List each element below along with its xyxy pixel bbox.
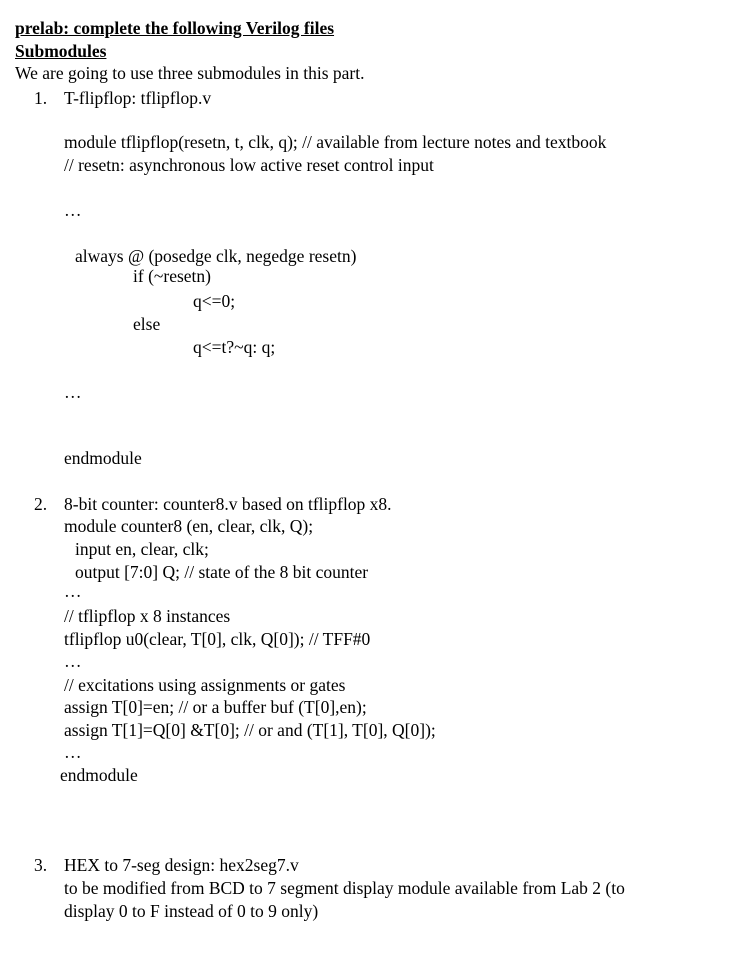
item-2-title: 8-bit counter: counter8.v based on tflipflop x8. xyxy=(64,494,392,514)
item-3-title: HEX to 7-seg design: hex2seg7.v xyxy=(64,855,299,875)
item-3-description: to be modified from BCD to 7 segment display module available from Lab 2 (to xyxy=(64,878,625,898)
code-line: q<=t?~q: q; xyxy=(193,337,276,357)
code-line: // excitations using assignments or gates xyxy=(64,675,346,695)
code-line: q<=0; xyxy=(193,291,236,311)
code-ellipsis: … xyxy=(64,742,82,762)
code-ellipsis: … xyxy=(64,200,82,220)
code-line: // tflipflop x 8 instances xyxy=(64,606,231,626)
code-ellipsis: … xyxy=(64,651,82,671)
item-3-description: display 0 to F instead of 0 to 9 only) xyxy=(64,901,319,921)
list-number-2: 2. xyxy=(34,494,48,514)
code-ellipsis: … xyxy=(64,382,82,402)
code-line: input en, clear, clk; xyxy=(75,539,209,559)
code-line: output [7:0] Q; // state of the 8 bit counter xyxy=(75,562,369,582)
code-ellipsis: … xyxy=(64,581,82,601)
code-line: // resetn: asynchronous low active reset control input xyxy=(64,155,434,175)
list-number-3: 3. xyxy=(34,855,48,875)
code-line: endmodule xyxy=(60,765,138,785)
code-line: if (~resetn) xyxy=(133,266,211,286)
code-line: assign T[1]=Q[0] &T[0]; // or and (T[1], T[0], Q[0]); xyxy=(64,720,436,740)
code-line: module tflipflop(resetn, t, clk, q); // available from lecture notes and textbook xyxy=(64,132,607,152)
item-1-title: T-flipflop: tflipflop.v xyxy=(64,88,212,108)
list-number-1: 1. xyxy=(34,88,48,108)
code-line: endmodule xyxy=(64,448,142,468)
code-line: assign T[0]=en; // or a buffer buf (T[0],en); xyxy=(64,697,367,717)
section-heading: Submodules xyxy=(15,41,107,61)
code-line: module counter8 (en, clear, clk, Q); xyxy=(64,516,314,536)
intro-text: We are going to use three submodules in this part. xyxy=(15,63,365,83)
code-line: always @ (posedge clk, negedge resetn) xyxy=(75,246,357,266)
page-heading: prelab: complete the following Verilog files xyxy=(15,18,335,38)
code-line: else xyxy=(133,314,161,334)
code-line: tflipflop u0(clear, T[0], clk, Q[0]); // TFF#0 xyxy=(64,629,371,649)
